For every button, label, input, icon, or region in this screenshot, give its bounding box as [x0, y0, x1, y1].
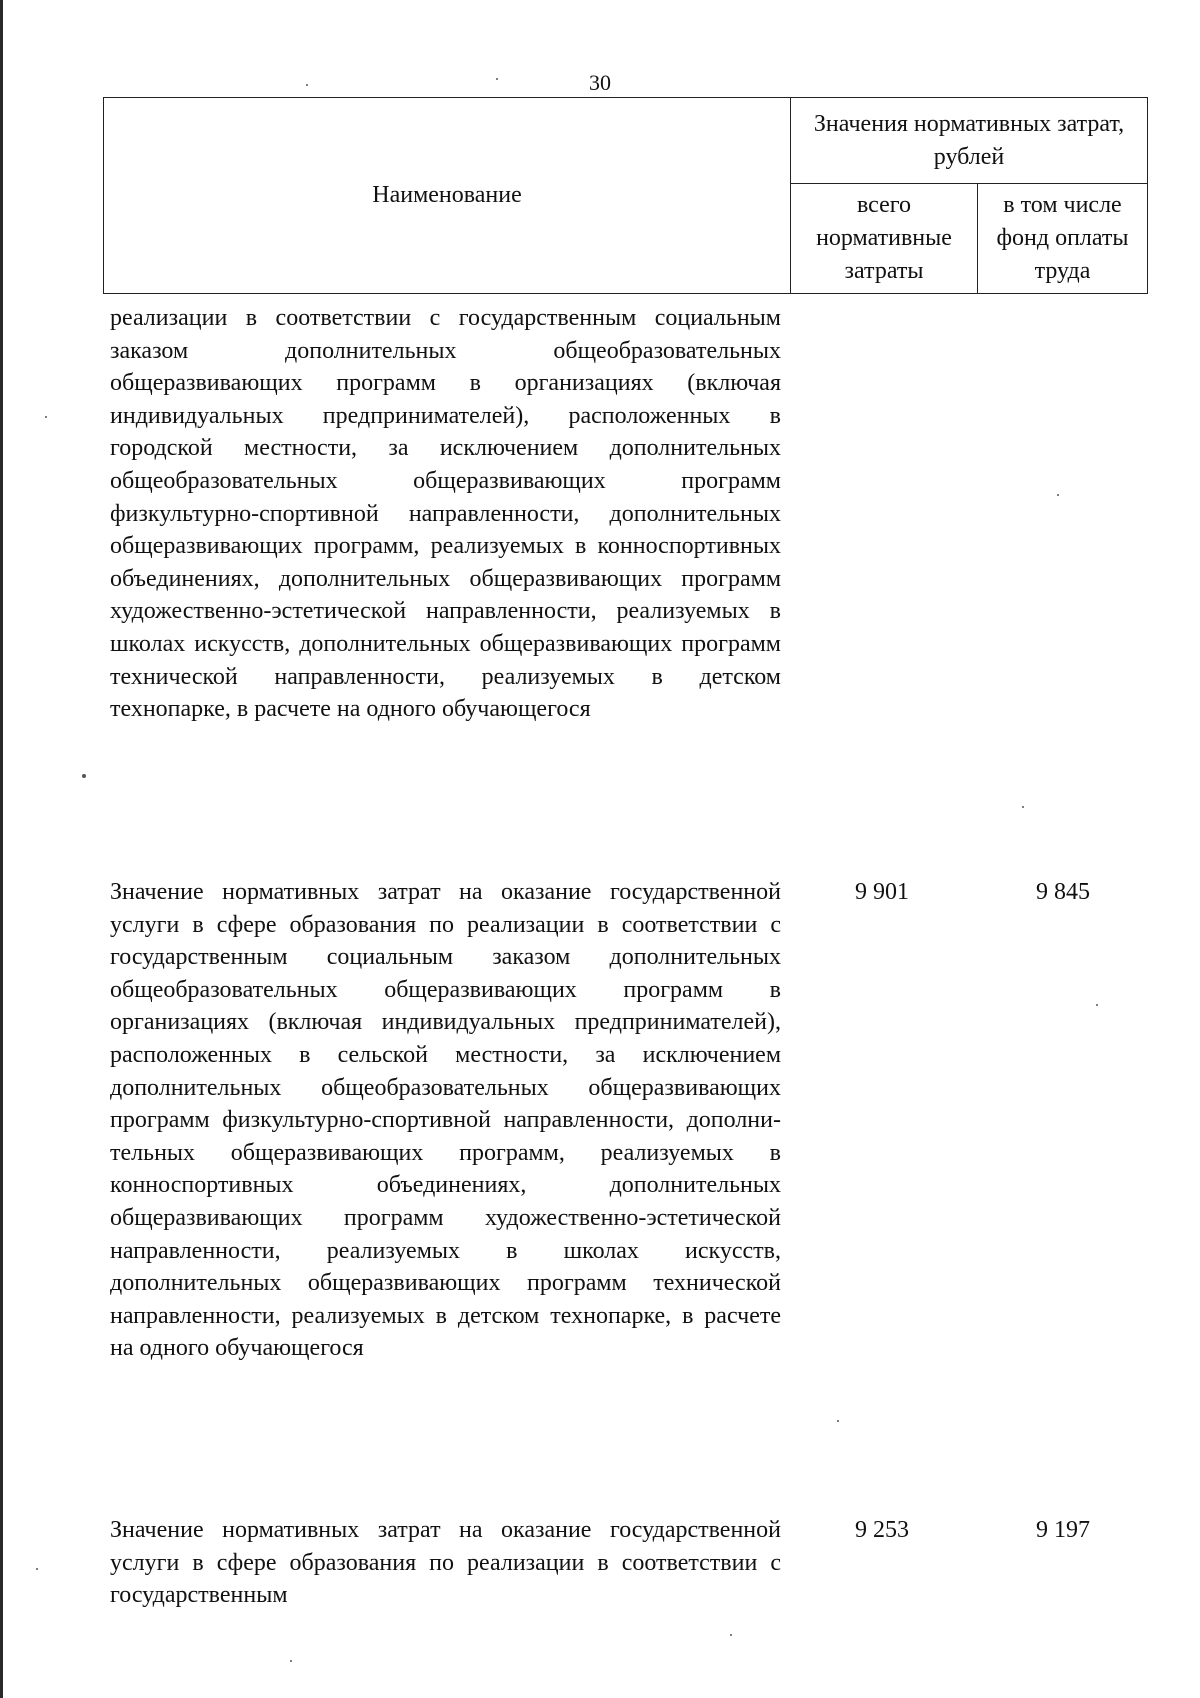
table-row-total: 9 901 — [855, 879, 909, 905]
scan-speck — [1022, 806, 1024, 808]
table-row-total: 9 253 — [855, 1517, 909, 1543]
scan-speck — [82, 774, 86, 778]
scan-speck — [290, 1660, 292, 1662]
column-header-fund: в том числе фонд оплаты труда — [978, 184, 1148, 294]
table-row-name: Значение нормативных затрат на оказание государственной услуги в сфере образования по реализации в соответствии с государственным — [110, 1517, 781, 1609]
page-number: 30 — [589, 70, 611, 95]
scan-speck — [306, 84, 308, 86]
scan-speck — [1057, 494, 1059, 496]
column-header-values-group: Значения нормативных затрат, рублей — [791, 98, 1148, 184]
table-header — [103, 97, 1148, 294]
scan-speck — [730, 1634, 732, 1636]
scan-speck — [36, 1568, 38, 1570]
table-row-fund: 9 845 — [1036, 879, 1090, 905]
table-row-name: Значение нормативных затрат на оказание государственной услуги в сфере образования по реализации в соответствии с государственным социальным заказом дополнительных общеобразовательных общеразвивающих программ в организациях (включая индивидуальных предпринимателей), расположенных в сельской местности, за исключением дополнительных общеобразовательных общеразвивающих программ физкультурно-спортивной направленности, дополнительных общеразвивающих программ, реализуемых в конноспортивных объединениях, дополнительных общеразвивающих программ художественно-эстетической направленности, реализуемых в школах искусств, дополнительных общеразвивающих программ технической направленности, реализуемых в детском технопарке, в расчете на одного обучающегося — [110, 879, 781, 1362]
column-header-name: Наименование — [104, 98, 791, 294]
scan-speck — [496, 78, 498, 80]
column-header-total: всего нормативные затраты — [791, 184, 978, 294]
scan-speck — [45, 416, 47, 418]
table-row-fund: 9 197 — [1036, 1517, 1090, 1543]
scan-speck — [1096, 1004, 1098, 1006]
scan-border — [0, 0, 3, 1698]
table-row-name: реализации в соответствии с государственным социальным заказом дополнительных общеобразовательных общеразвивающих программ в организациях (включая индивидуальных предпринимателей), расположенных в городской местности, за исключением дополнительных общеобразовательных общеразвивающих программ физкультурно-спортивной направленности, дополнительных общеразвивающих программ, реализуемых в конноспортивных объединениях, дополнительных общеразвивающих программ художественно-эстетической направленности, реализуемых в школах искусств, дополнительных общеразвивающих программ технической направленности, реализуемых в детском технопарке, в расчете на одного обучающегося — [110, 305, 781, 723]
scan-speck — [837, 1420, 839, 1422]
